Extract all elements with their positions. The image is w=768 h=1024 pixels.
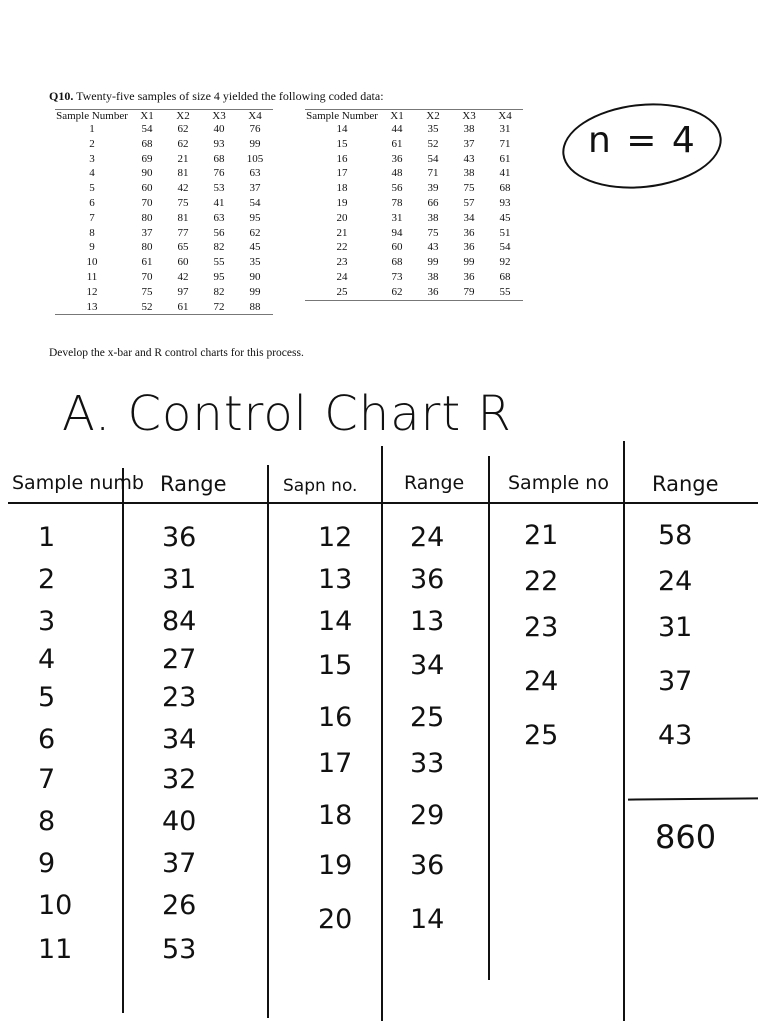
sample-number-cell: 2 (89, 137, 95, 150)
value-cell: 82 (213, 285, 225, 298)
range-value: 33 (410, 748, 445, 779)
value-cell: 61 (165, 300, 201, 315)
range-value: 25 (410, 702, 445, 733)
value-cell: 54 (141, 123, 153, 135)
value-cell: 56 (391, 182, 403, 195)
value-cell: 63 (249, 167, 261, 180)
sample-number-cell: 11 (86, 270, 98, 283)
value-cell: 68 (499, 182, 511, 195)
range-value: 31 (658, 612, 693, 643)
question-title (49, 89, 539, 104)
value-cell: 68 (499, 270, 511, 283)
value-cell: 72 (201, 300, 237, 315)
question-footer: Develop the x-bar and R control charts for this process. (49, 347, 304, 359)
value-cell: 79 (451, 285, 487, 300)
value-cell: 57 (463, 196, 475, 209)
value-cell: 36 (463, 226, 475, 239)
value-cell: 34 (463, 211, 475, 224)
table-row (55, 255, 273, 270)
table-row (55, 211, 273, 226)
sample-number-cell: 4 (89, 167, 95, 180)
table-row (55, 137, 273, 152)
value-cell: 41 (499, 167, 511, 180)
value-cell: 62 (249, 226, 261, 239)
sample-number-cell: 13 (55, 300, 129, 315)
value-cell: 75 (463, 182, 475, 195)
sample-number: 24 (524, 666, 559, 697)
value-cell: 95 (249, 211, 261, 224)
table-row (305, 270, 523, 285)
sample-number-cell: 10 (86, 256, 98, 269)
value-cell: 60 (177, 256, 189, 269)
sample-size-note: n = 4 (588, 120, 697, 161)
value-cell: 99 (249, 137, 261, 150)
table-row (305, 211, 523, 226)
value-cell: 36 (463, 270, 475, 283)
sample-number-cell: 6 (89, 196, 95, 209)
value-cell: 97 (177, 285, 189, 298)
sample-number-cell: 19 (336, 196, 348, 209)
table-row (55, 285, 273, 300)
sample-number: 9 (38, 848, 56, 879)
sample-number: 1 (38, 522, 56, 553)
range-value: 14 (410, 904, 445, 935)
value-cell: 68 (141, 137, 153, 150)
value-cell: 99 (249, 285, 261, 298)
value-cell: 71 (499, 137, 511, 150)
sample-number: 15 (318, 650, 353, 681)
value-cell: 82 (213, 241, 225, 254)
range-value: 37 (162, 848, 197, 879)
sample-number-cell: 1 (89, 123, 95, 135)
value-cell: 42 (177, 270, 189, 283)
value-cell: 35 (249, 256, 261, 269)
column-header-x4: X4 (237, 110, 273, 123)
table-row (305, 166, 523, 181)
value-cell: 62 (177, 123, 189, 135)
value-cell: 77 (177, 226, 189, 239)
value-cell: 37 (463, 137, 475, 150)
table-row (55, 122, 273, 137)
column-divider (623, 441, 625, 1021)
range-total: 860 (655, 818, 717, 856)
table-row (55, 270, 273, 285)
value-cell: 37 (249, 182, 261, 195)
sample-number: 11 (38, 934, 73, 965)
value-cell: 99 (427, 256, 439, 269)
value-cell: 71 (427, 167, 439, 180)
table-row (55, 181, 273, 196)
sample-number-cell: 7 (89, 211, 95, 224)
header-sample-number-2: Sapn no. (283, 476, 358, 496)
range-value: 43 (658, 720, 693, 751)
range-value: 24 (410, 522, 445, 553)
value-cell: 21 (177, 152, 189, 165)
sample-number-cell: 22 (336, 241, 348, 254)
value-cell: 60 (391, 241, 403, 254)
range-value: 24 (658, 566, 693, 597)
range-value: 84 (162, 606, 197, 637)
value-cell: 43 (427, 241, 439, 254)
value-cell: 36 (391, 152, 403, 165)
range-value: 31 (162, 564, 197, 595)
sample-number-cell: 3 (89, 152, 95, 165)
value-cell: 92 (499, 256, 511, 269)
column-header-x1: X1 (379, 110, 415, 123)
sample-number-cell: 17 (336, 167, 348, 180)
column-divider (267, 465, 269, 1018)
value-cell: 73 (391, 270, 403, 283)
sample-number: 25 (524, 720, 559, 751)
sample-number: 20 (318, 904, 353, 935)
value-cell: 80 (141, 211, 153, 224)
table-row (305, 255, 523, 270)
value-cell: 75 (177, 196, 189, 209)
table-row (55, 196, 273, 211)
sample-number: 19 (318, 850, 353, 881)
value-cell: 90 (249, 270, 261, 283)
value-cell: 62 (177, 137, 189, 150)
column-header-x4: X4 (487, 110, 523, 123)
sample-number: 6 (38, 724, 56, 755)
value-cell: 93 (213, 137, 225, 150)
range-value: 23 (162, 682, 197, 713)
value-cell: 45 (249, 241, 261, 254)
data-table-left-body (55, 122, 273, 315)
column-header-x2: X2 (165, 110, 201, 123)
column-divider (122, 468, 124, 1013)
value-cell: 54 (499, 241, 511, 254)
sample-number: 5 (38, 682, 56, 713)
value-cell: 105 (246, 152, 264, 165)
value-cell: 52 (129, 300, 165, 315)
question-number: Q10. (49, 89, 74, 103)
sample-number-cell: 12 (86, 285, 98, 298)
value-cell: 53 (213, 182, 225, 195)
header-range-2: Range (404, 472, 465, 494)
table-row (55, 226, 273, 241)
sample-number: 17 (318, 748, 353, 779)
value-cell: 35 (427, 123, 439, 135)
table-row (305, 226, 523, 241)
header-range-3: Range (652, 472, 719, 496)
value-cell: 55 (487, 285, 523, 300)
sample-number-cell: 15 (336, 137, 348, 150)
value-cell: 38 (427, 211, 439, 224)
value-cell: 60 (141, 182, 153, 195)
sample-number: 16 (318, 702, 353, 733)
value-cell: 90 (141, 167, 153, 180)
sample-number-cell: 18 (336, 182, 348, 195)
range-value: 36 (162, 522, 197, 553)
value-cell: 75 (141, 285, 153, 298)
sample-number-cell: 8 (89, 226, 95, 239)
sample-number: 3 (38, 606, 56, 637)
value-cell: 66 (427, 196, 439, 209)
value-cell: 51 (499, 226, 511, 239)
header-sample-number-3: Sample no (508, 472, 609, 494)
value-cell: 37 (141, 226, 153, 239)
value-cell: 68 (391, 256, 403, 269)
sample-number-cell: 25 (305, 285, 379, 300)
data-tables (49, 109, 539, 345)
sample-number-cell: 5 (89, 182, 95, 195)
value-cell: 39 (427, 182, 439, 195)
header-sample-number-1: Sample numb (12, 472, 144, 494)
value-cell: 56 (213, 226, 225, 239)
sample-number: 7 (38, 764, 56, 795)
range-value: 58 (658, 520, 693, 551)
range-value: 29 (410, 800, 445, 831)
data-table-right (305, 109, 523, 301)
sample-number: 4 (38, 644, 56, 675)
value-cell: 48 (391, 167, 403, 180)
table-row (305, 122, 523, 137)
value-cell: 94 (391, 226, 403, 239)
table-row (305, 152, 523, 167)
value-cell: 80 (141, 241, 153, 254)
range-value: 40 (162, 806, 197, 837)
value-cell: 43 (463, 152, 475, 165)
column-header-x3: X3 (201, 110, 237, 123)
range-value: 34 (162, 724, 197, 755)
sample-number-cell: 23 (336, 256, 348, 269)
value-cell: 36 (463, 241, 475, 254)
value-cell: 38 (427, 270, 439, 283)
range-value: 26 (162, 890, 197, 921)
sample-number-cell: 21 (336, 226, 348, 239)
sample-number: 18 (318, 800, 353, 831)
value-cell: 54 (249, 196, 261, 209)
value-cell: 81 (177, 211, 189, 224)
range-value: 32 (162, 764, 197, 795)
value-cell: 31 (499, 123, 511, 135)
value-cell: 61 (499, 152, 511, 165)
column-header-x3: X3 (451, 110, 487, 123)
sample-number-cell: 9 (89, 241, 95, 254)
sample-number-cell: 24 (336, 270, 348, 283)
value-cell: 36 (415, 285, 451, 300)
column-header-x1: X1 (129, 110, 165, 123)
table-row (305, 240, 523, 255)
sample-number-cell: 14 (336, 123, 348, 135)
range-value: 36 (410, 850, 445, 881)
value-cell: 38 (463, 123, 475, 135)
question-text: Twenty-five samples of size 4 yielded the following coded data: (76, 89, 384, 103)
value-cell: 65 (177, 241, 189, 254)
table-row (55, 300, 273, 315)
range-value: 36 (410, 564, 445, 595)
range-value: 27 (162, 644, 197, 675)
range-value: 13 (410, 606, 445, 637)
sample-number: 23 (524, 612, 559, 643)
value-cell: 99 (463, 256, 475, 269)
value-cell: 63 (213, 211, 225, 224)
value-cell: 93 (499, 196, 511, 209)
sample-number: 22 (524, 566, 559, 597)
value-cell: 38 (463, 167, 475, 180)
column-header-sample: Sample Number (306, 110, 378, 122)
value-cell: 88 (237, 300, 273, 315)
table-row (55, 152, 273, 167)
value-cell: 45 (499, 211, 511, 224)
value-cell: 55 (213, 256, 225, 269)
value-cell: 95 (213, 270, 225, 283)
column-header-x2: X2 (415, 110, 451, 123)
sample-number-cell: 16 (336, 152, 348, 165)
table-row (305, 137, 523, 152)
table-row (305, 285, 523, 300)
value-cell: 70 (141, 196, 153, 209)
sample-number: 21 (524, 520, 559, 551)
total-underline (628, 797, 758, 800)
sample-number-cell: 20 (336, 211, 348, 224)
sample-number: 8 (38, 806, 56, 837)
value-cell: 61 (391, 137, 403, 150)
sample-number: 13 (318, 564, 353, 595)
value-cell: 42 (177, 182, 189, 195)
value-cell: 76 (213, 167, 225, 180)
range-value: 34 (410, 650, 445, 681)
sample-number: 14 (318, 606, 353, 637)
data-table-left (55, 109, 273, 315)
value-cell: 41 (213, 196, 225, 209)
value-cell: 31 (391, 211, 403, 224)
column-divider (381, 446, 383, 1021)
table-row (305, 196, 523, 211)
header-underline (8, 502, 758, 504)
value-cell: 81 (177, 167, 189, 180)
value-cell: 75 (427, 226, 439, 239)
value-cell: 62 (379, 285, 415, 300)
sample-number: 2 (38, 564, 56, 595)
data-table-right-body (305, 122, 523, 300)
sample-number: 10 (38, 890, 73, 921)
column-header-sample: Sample Number (56, 110, 128, 122)
value-cell: 78 (391, 196, 403, 209)
value-cell: 68 (213, 152, 225, 165)
value-cell: 61 (141, 256, 153, 269)
range-value: 53 (162, 934, 197, 965)
value-cell: 76 (249, 123, 261, 135)
table-row (305, 181, 523, 196)
sample-number: 12 (318, 522, 353, 553)
question-block (49, 89, 539, 359)
header-range-1: Range (160, 472, 227, 496)
value-cell: 69 (141, 152, 153, 165)
section-title: A. Control Chart R (62, 386, 512, 442)
table-row (55, 166, 273, 181)
value-cell: 40 (213, 123, 225, 135)
table-row (55, 240, 273, 255)
value-cell: 54 (427, 152, 439, 165)
column-divider (488, 456, 490, 980)
range-value: 37 (658, 666, 693, 697)
value-cell: 70 (141, 270, 153, 283)
value-cell: 44 (391, 123, 403, 135)
value-cell: 52 (427, 137, 439, 150)
